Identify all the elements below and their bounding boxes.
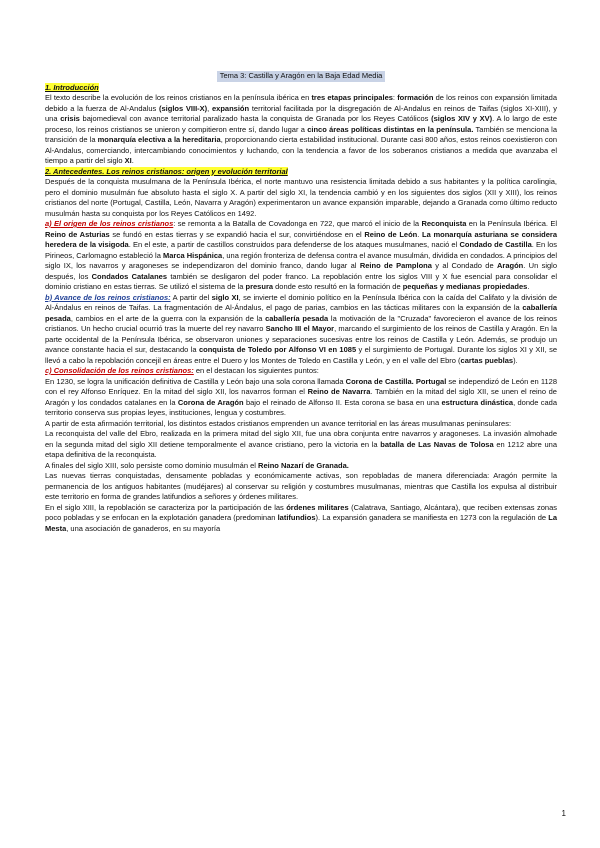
consolidacion-paragraph-1: En 1230, se logra la unificación definitiva de Castilla y León bajo una sola corona llamada Corona de Castilla. Portugal se independizó de León en 1128 con el rey Alfonso Enríquez. En la mitad del siglo XII, los navarros forman el Reino de Navarra. También en la mitad del siglo XII, se unen el reino de Aragón y los condados catalanes en la Corona de Aragón bajo el reinado de Alfonso II. Esta corona se basa en una estructura dinástica, donde cada territorio conserva sus propias leyes, instituciones, lengua y costumbres. bbox=[45, 376, 557, 417]
section-heading-introduccion: 1. Introducción bbox=[45, 82, 99, 92]
subheading-origen: a) El origen de los reinos cristianos bbox=[45, 219, 174, 228]
consolidacion-paragraph-4: A finales del siglo XIII, solo persiste como dominio musulmán el Reino Nazarí de Granada. bbox=[45, 460, 349, 470]
section-heading-antecedentes: 2. Antecedentes. Los reinos cristianos: origen y evolución territorial bbox=[45, 166, 288, 176]
consolidacion-heading-line: c) Consolidación de los reinos cristianos: en el destacan los siguientes puntos: bbox=[45, 366, 319, 375]
subheading-consolidacion: c) Consolidación de los reinos cristianos: bbox=[45, 366, 194, 375]
subheading-avance: b) Avance de los reinos cristianos: bbox=[45, 292, 171, 302]
document-body bbox=[45, 71, 557, 534]
consolidacion-paragraph-2: A partir de esta afirmación territorial, los distintos estados cristianos emprenden un avance territorial en las áreas musulmanas peninsulares: bbox=[45, 418, 512, 428]
consolidacion-paragraph-3: La reconquista del valle del Ebro, realizada en la primera mitad del siglo XII, fue una obra conjunta entre navarros y aragoneses. La invasión almohade en la segunda mitad del siglo XII detiene temporalmente el avance cristiano, pero la victoria en la batalla de Las Navas de Tolosa en 1212 abre una etapa definitiva de la reconquista. bbox=[45, 429, 557, 459]
intro-paragraph: El texto describe la evolución de los reinos cristianos en la península ibérica en tres etapas principales: formación de los reinos con expansión limitada debido a la fuerza de Al-Andalus (siglos VIII-X), expansión territorial facilitada por la disgregación de Al-Andalus en reinos de Taifas (siglos XI-XIII), y una crisis bajomedieval con avance territorial paralizado hasta la conquista de Granada por los Reyes Católicos (siglos XIV y XV). A lo largo de este proceso, los reinos cristianos se unieron y compitieron entre sí, dando lugar a cinco áreas políticas distintas en la península. También se menciona la transición de la monarquía electiva a la hereditaria, proporcionando cierta estabilidad institucional. Durante casi 800 años, estos reinos coexistieron con Al-Andalus, comerciando, intercambiando conocimientos y luchando, con la tendencia a favor de los soberanos cristianos a medida que avanzaba el tiempo a partir del siglo XI. bbox=[45, 93, 558, 165]
document-title: Tema 3: Castilla y Aragón en la Baja Edad Media bbox=[217, 71, 386, 82]
page-number: 1 bbox=[561, 809, 566, 818]
antecedentes-paragraph: Después de la conquista musulmana de la Península Ibérica, el norte mantuvo una resistencia limitada debido a sus habitantes y la política carolingia, pero el dominio musulmán fue absoluto hasta el siglo X. A partir del siglo XI, la tendencia cambió y en los siguientes dos siglos (XII y XIII), los reinos cristianos del norte (Portugal, Castilla, León, Navarra y Aragón) experimentaron un avance expansión imparable, dejando a Granada como último reducto musulmán hasta su conquista por los Reyes Católicos en 1492. bbox=[45, 177, 557, 218]
avance-paragraph: b) Avance de los reinos cristianos: A partir del siglo XI, se invierte el dominio político en la Península Ibérica con la caída del Califato y la división de Al-Ándalus en reinos de Taifas. La fragmentación de Al-Ándalus, el pago de parias, cambios en las tácticas militares con la expansión de la caballería pesada, cambios en el arte de la guerra con la expansión de la caballería pesada la motivación de la "Cruzada" favorecieron el avance de los reinos cristianos. Un hecho crucial ocurrió tras la muerte del rey navarro Sancho III el Mayor, marcando el surgimiento de los reinos de Castilla y Aragón. En la parte occidental de la Península Ibérica, se observaron uniones y separaciones sucesivas entre los reinos de Castilla y León. Además, se produjo un avance constante hacia el sur, destacando la conquista de Toledo por Alfonso VI en 1085 y el surgimiento de Portugal. Durante los siglos XI y XII, se llevó a cabo la repoblación concejil en áreas entre el Duero y los Montes de Toledo en Castilla y León, y en el valle del Ebro (cartas pueblas). bbox=[45, 292, 558, 365]
consolidacion-paragraph-6: En el siglo XIII, la repoblación se caracteriza por la participación de las órdenes militares (Calatrava, Santiago, Alcántara), que reciben extensas zonas poco pobladas y se enfocan en la explotación ganadera (predominan latifundios). La expansión ganadera se manifiesta en 1273 con la regulación de La Mesta, una asociación de ganaderos, en su mayoría bbox=[45, 502, 557, 533]
origen-paragraph: a) El origen de los reinos cristianos: se remonta a la Batalla de Covadonga en 722, que marcó el inicio de la Reconquista en la Península Ibérica. El Reino de Asturias se fundó en estas tierras y se expandió hacia el sur, convirtiéndose en el Reino de León. La monarquía asturiana se considera heredera de la visigoda. En el este, a partir de castillos construidos para defenderse de los ataques musulmanes, nació el Condado de Castilla. En los Pirineos, Carlomagno estableció la Marca Hispánica, una región fronteriza de defensa contra el avance musulmán, dividida en condados. A principios del siglo IX, los navarros y aragoneses se independizaron del dominio franco, dando lugar al Reino de Pamplona y al Condado de Aragón. Un siglo después, los Condados Catalanes también se desligaron del poder franco. La repoblación entre los siglos VIII y X fue esencial para consolidar el dominio cristiano en estas tierras. Se utilizó el sistema de la presura donde esto resultó en la formación de pequeñas y medianas propiedades. bbox=[45, 219, 558, 291]
consolidacion-paragraph-5: Las nuevas tierras conquistadas, densamente pobladas y económicamente activas, son repobladas de manera diferenciada: Aragón permite la permanencia de los antiguos habitantes (mudéjares) al conservar su religión y costumbres musulmanas, mientras que Castilla los expulsa al distribuir este territorio en forma de grandes latifundios a señores y órdenes militares. bbox=[45, 471, 557, 501]
